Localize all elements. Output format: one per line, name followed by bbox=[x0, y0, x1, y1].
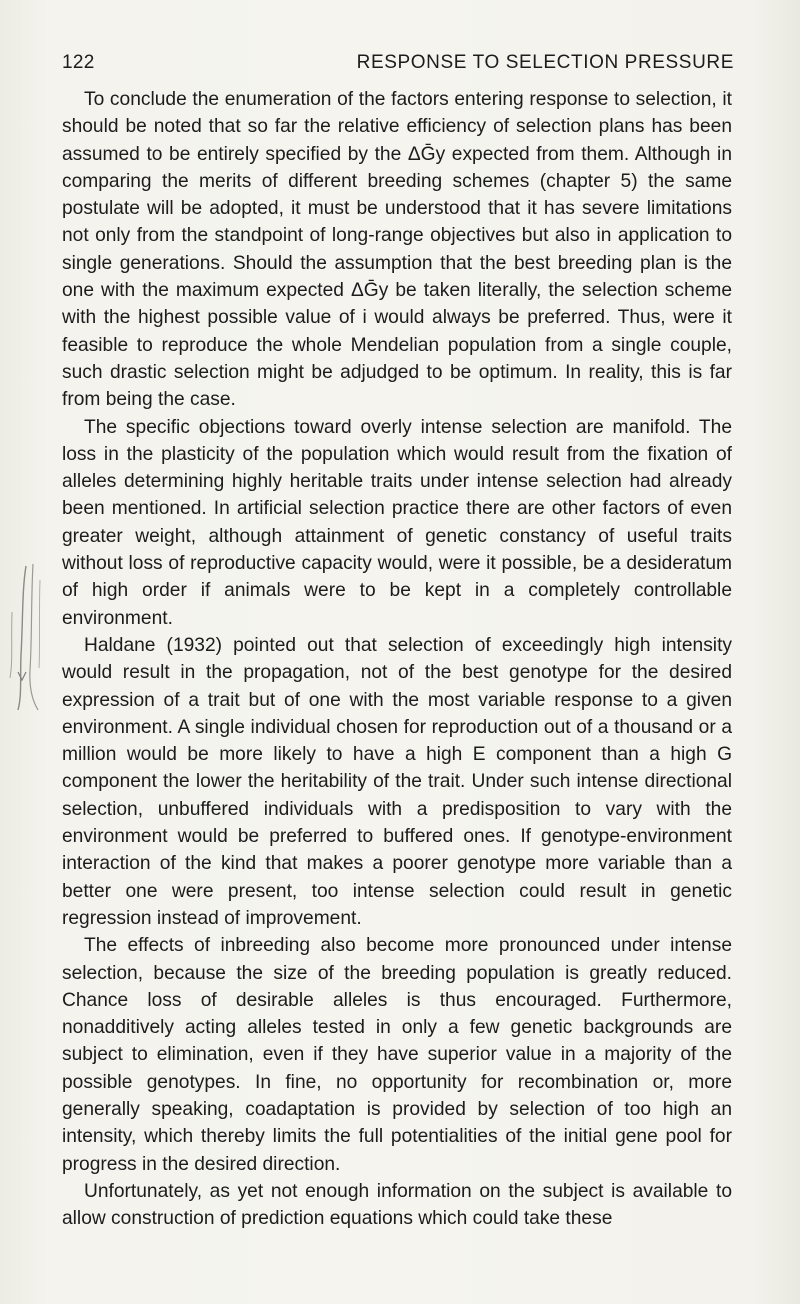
pencil-bracket-mark-icon bbox=[2, 560, 46, 720]
page-number: 122 bbox=[62, 52, 95, 73]
paragraph: Unfortunately, as yet not enough information on the subject is available to allow construction of prediction equations which could take these bbox=[62, 1180, 732, 1230]
paragraph: To conclude the enumeration of the factors entering response to selection, it should be noted that so far the relative efficiency of selection plans has been assumed to be entirely specified by the ΔḠy expected from them. Although in comparing the merits of different breeding schemes (chapter 5) the same postulate will be adopted, it must be understood that it has severe limitations not only from the standpoint of long-range objectives but also in application to single generations. Should the assumption that the best breeding plan is the one with the maximum expected ΔḠy be taken literally, the selection scheme with the highest possible value of i would always be preferred. Thus, were it feasible to reproduce the whole Mendelian population from a single couple, such drastic selection might be adjudged to be optimum. In reality, this is far from being the case. bbox=[62, 89, 732, 411]
running-head: RESPONSE TO SELECTION PRESSURE bbox=[356, 52, 734, 73]
page-header bbox=[62, 52, 734, 78]
paragraph: The effects of inbreeding also become more pronounced under intense selection, because the size of the breeding population is greatly reduced. Chance loss of desirable alleles is thus encouraged. Furthermore, nonadditively acting alleles tested in only a few genetic backgrounds are subject to elimination, even if they have superior value in a majority of the possible genotypes. In fine, no opportunity for recombination or, more generally speaking, coadaptation is provided by selection of too high an intensity, which thereby limits the full potentialities of the initial gene pool for progress in the desired direction. bbox=[62, 935, 732, 1175]
paragraph: The specific objections toward overly intense selection are manifold. The loss in the plasticity of the population which would result from the fixation of alleles determining highly heritable traits under intense selection had already been mentioned. In artificial selection practice there are other factors of even greater weight, although attainment of genetic constancy of useful traits without loss of reproductive capacity would, were it possible, be a desideratum of high order if animals were to be kept in a completely controllable environment. bbox=[62, 416, 732, 629]
body-text bbox=[62, 86, 732, 1232]
paragraph: Haldane (1932) pointed out that selection of exceedingly high intensity would result in the propagation, not of the best genotype for the desired expression of a trait but of one with the most variable response to a given environment. A single individual chosen for reproduction out of a thousand or a million would be more likely to have a high E component than a high G component the lower the heritability of the trait. Under such intense directional selection, unbuffered individuals with a predisposition to vary with the environment would be preferred to buffered ones. If genotype-environment interaction of the kind that makes a poorer genotype more variable than a better one were present, too intense selection could result in genetic regression instead of improvement. bbox=[62, 634, 732, 929]
